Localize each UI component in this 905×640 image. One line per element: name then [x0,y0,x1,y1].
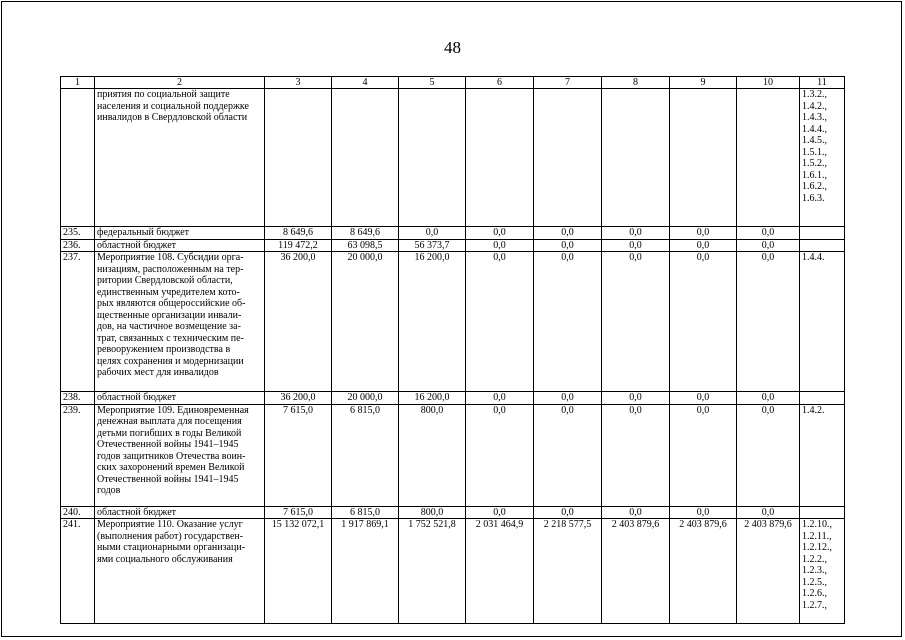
amount-cell: 0,0 [670,227,737,240]
description-line: ями социального обслуживания [97,553,233,565]
row-number [61,89,95,227]
row-description [95,239,265,252]
column-number-cell: 8 [602,77,670,89]
amount-cell: 63 098,5 [332,239,399,252]
amount-cell: 1 917 869,1 [332,519,399,624]
row-description [95,519,265,624]
column-number-row [61,77,845,89]
amount-cell: 0,0 [602,227,670,240]
row-number: 235. [61,227,95,240]
row-number: 238. [61,392,95,405]
description-line: Мероприятие 108. Субсидии орга- [97,252,244,263]
amount-cell: 0,0 [466,227,534,240]
amount-cell: 800,0 [399,404,466,506]
column-number-cell: 1 [61,77,95,89]
description-line: щественные организации инвали- [97,309,242,321]
target-codes-cell [800,506,845,519]
amount-cell: 8 649,6 [265,227,332,240]
target-code: 1.6.1., [802,169,827,181]
amount-cell [670,89,737,227]
table-row [61,392,845,405]
budget-table [60,76,845,624]
amount-cell: 15 132 072,1 [265,519,332,624]
amount-cell: 0,0 [670,252,737,392]
amount-cell: 36 200,0 [265,252,332,392]
target-code: 1.6.2., [802,181,827,192]
amount-cell: 1 752 521,8 [399,519,466,624]
amount-cell: 0,0 [737,392,800,405]
column-number-cell: 5 [399,77,466,89]
description-line: низациям, расположенным на тер- [97,263,244,275]
target-code: 1.2.12., [802,542,832,553]
table-row [61,227,845,240]
description-line: годов защитников Отечества воин- [97,450,246,462]
amount-cell: 0,0 [737,404,800,506]
amount-cell: 56 373,7 [399,239,466,252]
amount-cell: 0,0 [399,227,466,240]
table-row [61,239,845,252]
amount-cell: 0,0 [534,239,602,252]
target-code: 1.5.1., [802,146,827,158]
column-number-cell: 3 [265,77,332,89]
description-line: областной бюджет [97,392,177,403]
row-description [95,392,265,405]
table-row [61,89,845,227]
table-row [61,252,845,392]
column-number-cell: 11 [800,77,845,89]
amount-cell: 16 200,0 [399,392,466,405]
target-code: 1.2.2., [802,553,827,565]
amount-cell: 0,0 [670,404,737,506]
target-codes-cell [800,392,845,405]
column-number-cell: 6 [466,77,534,89]
amount-cell [737,89,800,227]
amount-cell: 0,0 [737,239,800,252]
row-description [95,506,265,519]
row-description [95,89,265,227]
amount-cell: 0,0 [737,252,800,392]
target-codes-cell [800,89,845,227]
target-code: 1.5.2., [802,158,827,169]
description-line: рабочих мест для инвалидов [97,367,219,378]
table-body [61,77,845,624]
target-code: 1.3.2., [802,89,827,100]
target-code: 1.4.2. [802,404,825,416]
amount-cell [602,89,670,227]
description-line: приятия по социальной защите [97,89,230,100]
target-codes-cell [800,239,845,252]
amount-cell: 119 472,2 [265,239,332,252]
target-code: 1.2.3., [802,565,827,576]
target-code: 1.2.6., [802,588,827,599]
amount-cell: 6 815,0 [332,404,399,506]
amount-cell: 2 218 577,5 [534,519,602,624]
table-row [61,519,845,624]
amount-cell: 2 403 879,6 [737,519,800,624]
amount-cell: 0,0 [670,506,737,519]
amount-cell: 0,0 [534,392,602,405]
description-line: дов, на частичное возмещение за- [97,321,241,332]
amount-cell: 2 031 464,9 [466,519,534,624]
amount-cell: 0,0 [466,506,534,519]
amount-cell: 20 000,0 [332,392,399,405]
column-number-cell: 10 [737,77,800,89]
amount-cell: 16 200,0 [399,252,466,392]
target-codes-cell [800,227,845,240]
row-number: 240. [61,506,95,519]
amount-cell: 0,0 [534,404,602,506]
description-line: годов [97,485,121,496]
amount-cell: 2 403 879,6 [602,519,670,624]
target-codes-cell [800,404,845,506]
description-line: единственным учредителем кото- [97,286,240,298]
amount-cell: 36 200,0 [265,392,332,405]
description-line: целях сохранения и модернизации [97,355,244,367]
description-line: Мероприятие 110. Оказание услуг [97,519,243,530]
amount-cell: 0,0 [602,506,670,519]
amount-cell [466,89,534,227]
row-number: 237. [61,252,95,392]
target-code: 1.4.4. [802,252,825,263]
description-line: населения и социальной поддержке [97,100,249,112]
description-line: (выполнения работ) государствен- [97,530,244,542]
description-line: областной бюджет [97,506,177,518]
description-line: ских захоронений времен Великой [97,462,245,473]
target-code: 1.2.10., [802,519,832,530]
row-number: 236. [61,239,95,252]
target-code: 1.4.2., [802,100,827,112]
column-number-cell: 7 [534,77,602,89]
amount-cell [534,89,602,227]
target-code: 1.4.5., [802,135,827,146]
row-number: 239. [61,404,95,506]
target-code: 1.2.7., [802,599,827,611]
target-codes-cell [800,252,845,392]
page-number: 48 [444,38,461,57]
description-line: рых являются общероссийские об- [97,298,246,309]
amount-cell: 0,0 [466,252,534,392]
amount-cell: 7 615,0 [265,404,332,506]
amount-cell: 0,0 [737,506,800,519]
description-line: ными стационарными организаци- [97,542,246,553]
amount-cell: 0,0 [670,392,737,405]
target-code: 1.4.3., [802,112,827,123]
description-line: Отечественной войны 1941–1945 [97,439,239,450]
row-number: 241. [61,519,95,624]
target-code: 1.2.5., [802,576,827,588]
amount-cell: 0,0 [737,227,800,240]
description-line: Отечественной войны 1941–1945 [97,473,239,485]
description-line: областной бюджет [97,239,177,251]
table-row [61,404,845,506]
amount-cell [399,89,466,227]
amount-cell: 8 649,6 [332,227,399,240]
amount-cell: 0,0 [602,404,670,506]
amount-cell: 0,0 [670,239,737,252]
description-line: детьми погибших в годы Великой [97,427,242,439]
description-line: трат, связанных с техническим пе- [97,332,244,344]
target-code: 1.4.4., [802,123,827,135]
column-number-cell: 2 [95,77,265,89]
description-line: федеральный бюджет [97,227,190,238]
target-code: 1.6.3. [802,192,825,204]
amount-cell: 0,0 [602,239,670,252]
amount-cell: 0,0 [466,392,534,405]
column-number-cell: 4 [332,77,399,89]
amount-cell: 0,0 [534,227,602,240]
description-line: Мероприятие 109. Единовременная [97,404,249,416]
description-line: инвалидов в Свердловской области [97,112,248,123]
amount-cell [332,89,399,227]
amount-cell: 0,0 [602,252,670,392]
column-number-cell: 9 [670,77,737,89]
target-code: 1.2.11., [802,530,832,542]
description-line: денежная выплата для посещения [97,416,242,427]
row-description [95,252,265,392]
amount-cell: 0,0 [534,506,602,519]
amount-cell: 0,0 [466,239,534,252]
amount-cell: 2 403 879,6 [670,519,737,624]
amount-cell: 0,0 [534,252,602,392]
row-description [95,404,265,506]
amount-cell: 6 815,0 [332,506,399,519]
amount-cell: 7 615,0 [265,506,332,519]
amount-cell: 800,0 [399,506,466,519]
description-line: ревооружением производства в [97,344,231,355]
amount-cell [265,89,332,227]
amount-cell: 0,0 [466,404,534,506]
table-row [61,506,845,519]
row-description [95,227,265,240]
target-codes-cell [800,519,845,624]
amount-cell: 20 000,0 [332,252,399,392]
amount-cell: 0,0 [602,392,670,405]
description-line: ритории Свердловской области, [97,275,233,286]
